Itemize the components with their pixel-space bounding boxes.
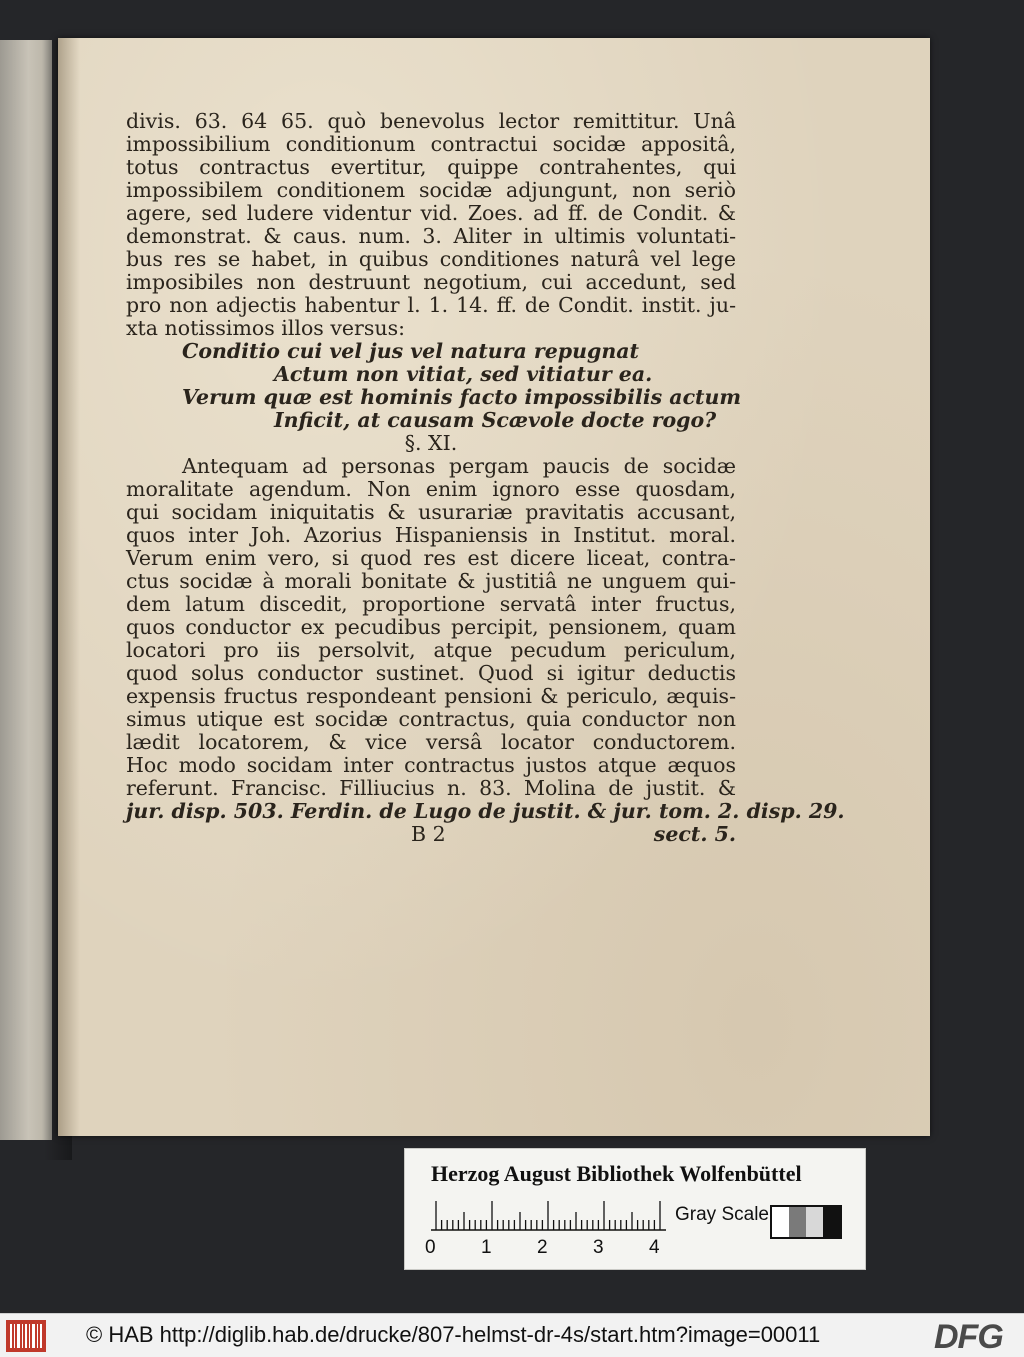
text-line: Inficit, at causam Scævole docte rogo? bbox=[274, 408, 717, 432]
text-line: jur. disp. 503. Ferdin. de Lugo de justit. & jur. tom. 2. disp. 29. bbox=[126, 799, 845, 823]
text-line: demonstrat. & caus. num. 3. Aliter in ultimis voluntati- bbox=[126, 224, 736, 248]
text-line: xta notissimos illos versus: bbox=[126, 316, 406, 340]
barcode-icon bbox=[6, 1320, 46, 1352]
text-line: divis. 63. 64 65. quò benevolus lector remittitur. Unâ bbox=[126, 109, 736, 133]
gray-swatch bbox=[823, 1207, 840, 1237]
gray-scale-label: Gray Scale bbox=[675, 1204, 769, 1225]
text-line: referunt. Francisc. Filliucius n. 83. Molina de justit. & bbox=[126, 776, 736, 800]
text-line: Verum quæ est hominis facto impossibilis actum bbox=[182, 385, 742, 409]
text-line: quos conductor ex pecudibus percipit, pensionem, quam bbox=[126, 615, 736, 639]
text-line: Actum non vitiat, sed vitiatur ea. bbox=[274, 362, 653, 386]
signature-mark: B 2 bbox=[411, 822, 446, 846]
text-line: impossibilem conditionem socidæ adjungunt, non seriò bbox=[126, 178, 736, 202]
text-line: imposibiles non destruunt negotium, cui accedunt, sed bbox=[126, 270, 736, 294]
ruler-numbers bbox=[425, 1237, 675, 1259]
page-text-block bbox=[126, 109, 845, 846]
text-line: dem latum discedit, proportione servatâ inter fructus, bbox=[126, 592, 736, 616]
viewer-footer bbox=[0, 1313, 1024, 1357]
text-line: moralitate agendum. Non enim ignoro esse quosdam, bbox=[126, 477, 736, 501]
text-line: agere, sed ludere videntur vid. Zoes. ad ff. de Condit. & bbox=[126, 201, 736, 225]
text-line: simus utique est socidæ contractus, quia conductor non bbox=[126, 707, 736, 731]
text-line: Conditio cui vel jus vel natura repugnat bbox=[182, 339, 640, 363]
text-line: impossibilium conditionum contractui socidæ appositâ, bbox=[126, 132, 736, 156]
text-line: Antequam ad personas pergam paucis de socidæ bbox=[182, 454, 736, 478]
text-line: §. XI. bbox=[404, 431, 458, 455]
gray-swatch bbox=[772, 1207, 789, 1237]
page-footer-line bbox=[126, 823, 736, 846]
ruler-number: 3 bbox=[593, 1237, 604, 1258]
copyright-link[interactable]: © HAB http://diglib.hab.de/drucke/807-helmst-dr-4s/start.htm?image=00011 bbox=[86, 1322, 821, 1347]
text-line: Verum enim vero, si quod res est dicere liceat, contra- bbox=[126, 546, 736, 570]
text-line: totus contractus evertitur, quippe contrahentes, qui bbox=[126, 155, 736, 179]
gray-swatch bbox=[789, 1207, 806, 1237]
page-fold-shading bbox=[58, 38, 80, 1136]
library-title: Herzog August Bibliothek Wolfenbüttel bbox=[431, 1161, 802, 1186]
ruler-number: 1 bbox=[481, 1237, 492, 1258]
text-line: quos inter Joh. Azorius Hispaniensis in Institut. moral. bbox=[126, 523, 736, 547]
text-line: quod solus conductor sustinet. Quod si igitur deductis bbox=[126, 661, 736, 685]
text-line: lædit locatorem, & vice versâ locator conductorem. bbox=[126, 730, 736, 754]
text-line: pro non adjectis habentur l. 1. 14. ff. de Condit. instit. ju- bbox=[126, 293, 736, 317]
ruler-number: 0 bbox=[425, 1237, 436, 1258]
color-scale-card bbox=[404, 1148, 866, 1270]
ruler-number: 4 bbox=[649, 1237, 660, 1258]
text-line: bus res se habet, in quibus conditiones naturâ vel lege bbox=[126, 247, 736, 271]
ruler-number: 2 bbox=[537, 1237, 548, 1258]
text-line: locatori pro iis persolvit, atque pecudum periculum, bbox=[126, 638, 736, 662]
gray-swatch bbox=[806, 1207, 823, 1237]
dfg-logo: DFG bbox=[934, 1318, 1003, 1356]
text-line: ctus socidæ à morali bonitate & justitiâ ne unguem qui- bbox=[126, 569, 736, 593]
catchword: sect. 5. bbox=[653, 822, 736, 846]
text-line: expensis fructus respondeant pensioni & periculo, æquis- bbox=[126, 684, 736, 708]
text-line: qui socidam iniquitatis & usurariæ pravitatis accusant, bbox=[126, 500, 736, 524]
gray-scale-swatches bbox=[770, 1205, 842, 1239]
ruler-scale bbox=[431, 1201, 666, 1231]
text-line: Hoc modo socidam inter contractus justos atque æquos bbox=[126, 753, 736, 777]
